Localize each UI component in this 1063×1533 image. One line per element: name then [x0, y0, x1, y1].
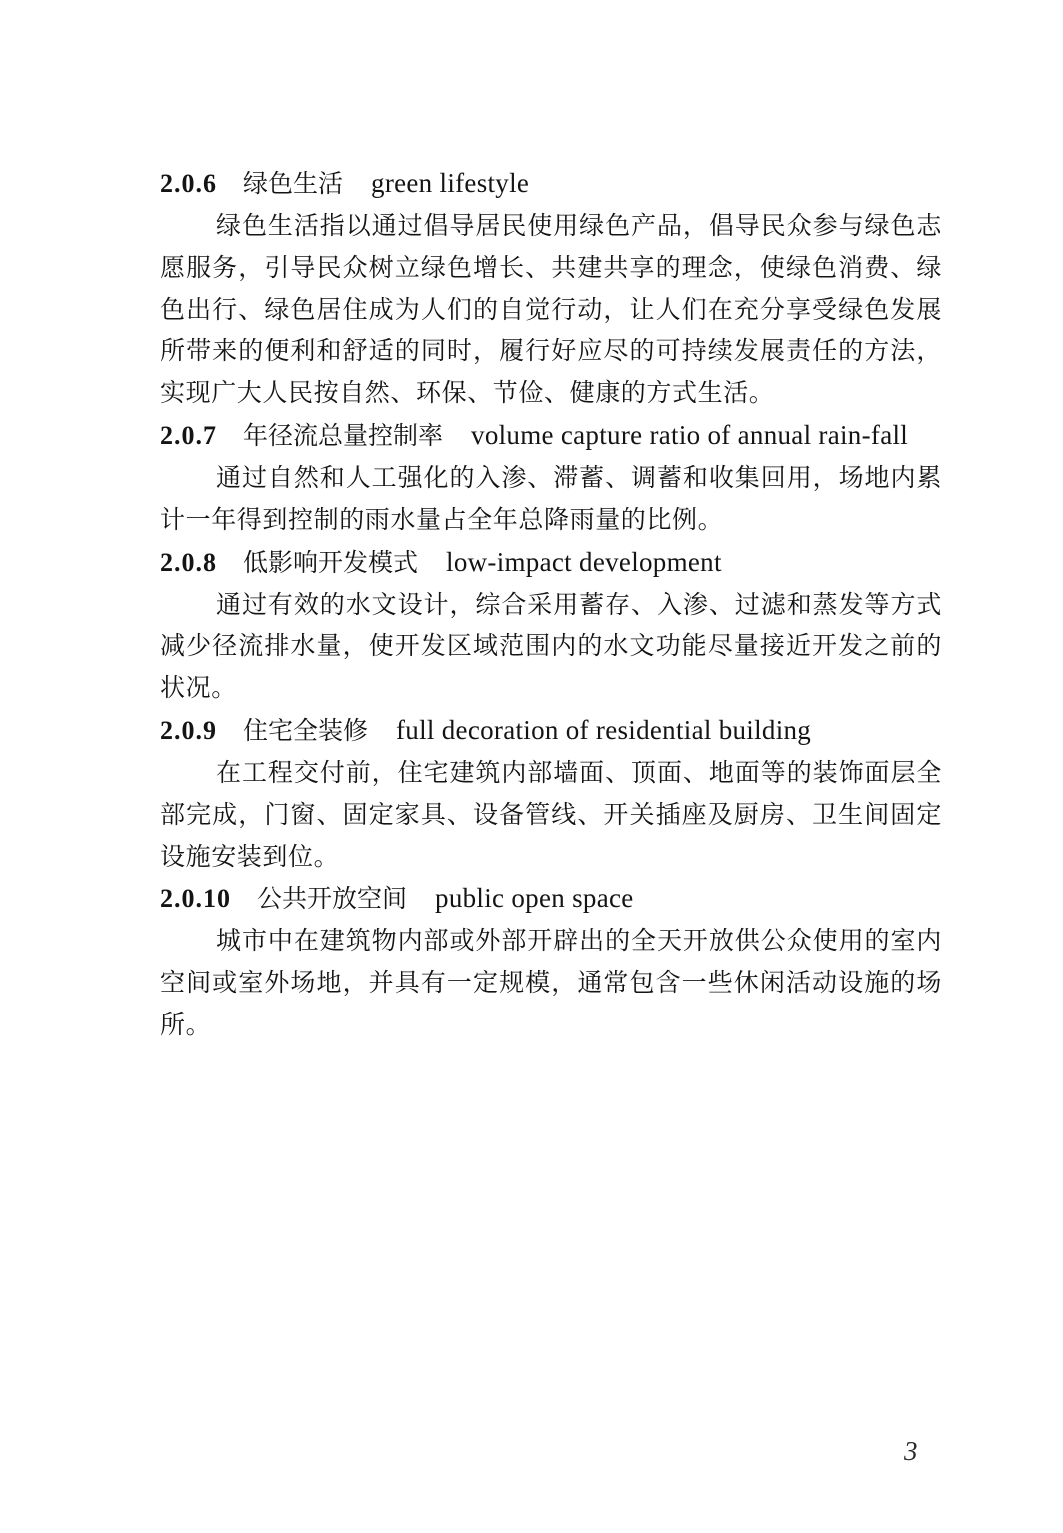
term-title-zh: 低影响开发模式	[243, 547, 419, 577]
term-definition: 在工程交付前，住宅建筑内部墙面、顶面、地面等的装饰面层全部完成，门窗、固定家具、设备管线、开关插座及厨房、卫生间固定设施安装到位。	[160, 757, 942, 871]
term-number: 2.0.9	[160, 715, 217, 745]
term-heading	[160, 877, 942, 920]
term-2-0-9	[160, 709, 942, 877]
term-2-0-10	[160, 877, 942, 1045]
document-body	[160, 162, 942, 1046]
term-definition: 绿色生活指以通过倡导居民使用绿色产品，倡导民众参与绿色志愿服务，引导民众树立绿色增长、共建共享的理念，使绿色消费、绿色出行、绿色居住成为人们的自觉行动，让人们在充分享受绿色发展所带来的便利和舒适的同时，履行好应尽的可持续发展责任的方法，实现广大人民按自然、环保、节俭、健康的方式生活。	[160, 211, 942, 408]
term-2-0-7	[160, 414, 942, 541]
term-title-en: full decoration of residential building	[396, 714, 812, 745]
term-number: 2.0.10	[160, 884, 231, 914]
term-heading	[160, 162, 942, 205]
term-2-0-8	[160, 541, 942, 709]
term-title-en: volume capture ratio of annual rain-fall	[471, 419, 909, 450]
term-heading	[160, 414, 942, 457]
term-number: 2.0.8	[160, 547, 217, 577]
page-number: 3	[904, 1436, 918, 1466]
term-title-zh: 年径流总量控制率	[243, 420, 444, 450]
term-definition: 通过自然和人工强化的入渗、滞蓄、调蓄和收集回用，场地内累计一年得到控制的雨水量占全年总降雨量的比例。	[160, 462, 942, 534]
term-title-en: green lifestyle	[371, 168, 530, 198]
term-title-zh: 住宅全装修	[243, 715, 369, 745]
term-number: 2.0.7	[160, 420, 217, 450]
term-heading	[160, 541, 942, 584]
term-title-zh: 公共开放空间	[257, 884, 408, 914]
term-2-0-6	[160, 162, 942, 414]
term-title-en: public open space	[435, 883, 634, 914]
term-heading	[160, 709, 942, 752]
term-title-zh: 绿色生活	[243, 169, 344, 198]
term-definition: 城市中在建筑物内部或外部开辟出的全天开放供公众使用的室内空间或室外场地，并具有一定规模，通常包含一些休闲活动设施的场所。	[160, 926, 942, 1039]
term-title-en: low-impact development	[446, 546, 722, 577]
term-definition: 通过有效的水文设计，综合采用蓄存、入渗、过滤和蒸发等方式减少径流排水量，使开发区域范围内的水文功能尽量接近开发之前的状况。	[160, 589, 942, 703]
term-number: 2.0.6	[160, 169, 217, 198]
